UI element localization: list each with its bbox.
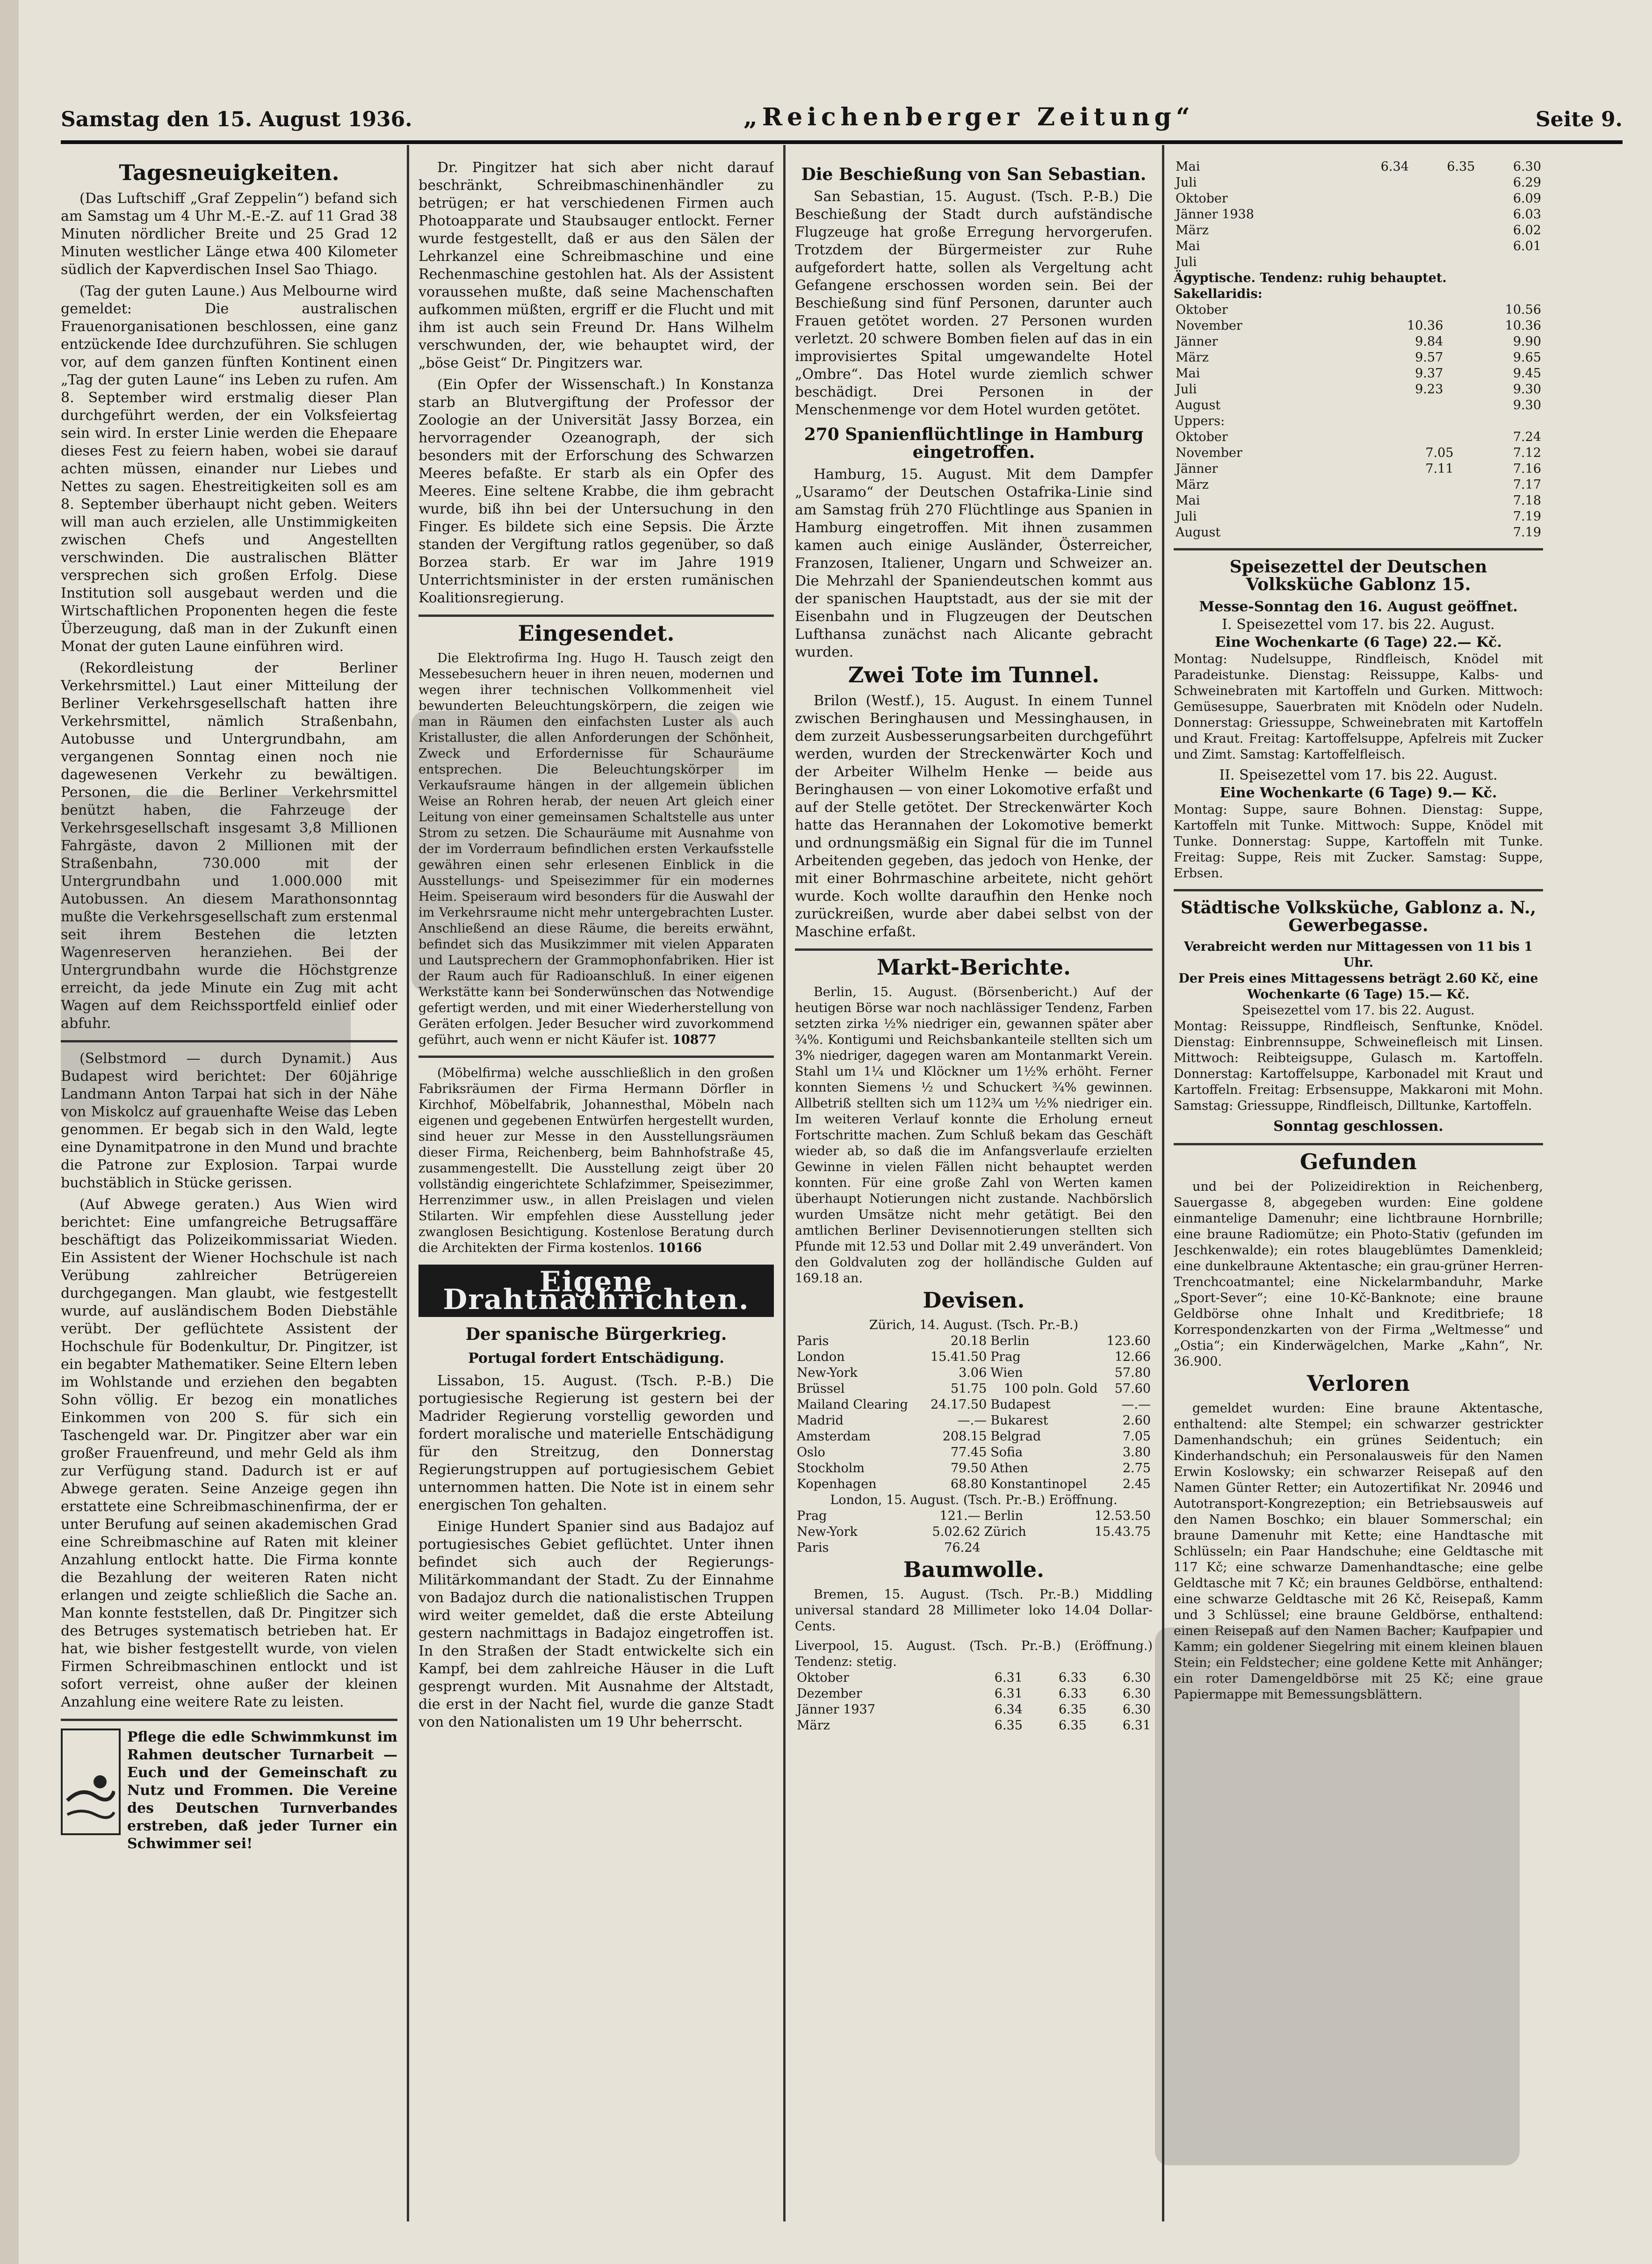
- table-row: [1174, 223, 1543, 239]
- menu-2-price: Eine Wochenkarte (6 Tage) 9.— Kč.: [1219, 785, 1497, 801]
- menu-sunday-closed: Sonntag geschlossen.: [1273, 1118, 1443, 1135]
- table-cell: [1344, 175, 1411, 191]
- egypt-heading: Ägyptische. Tendenz: ruhig behauptet.: [1174, 271, 1447, 285]
- headline-hamburg: 270 Spanienflüchtlinge in Hamburg eingetroffen.: [804, 425, 1144, 462]
- table-cell: [1344, 223, 1411, 239]
- table-cell: 12.66: [1114, 1350, 1151, 1364]
- table-cell: 6.31: [994, 1671, 1023, 1685]
- table-cell: 6.31: [1122, 1718, 1151, 1733]
- table-row: [1174, 525, 1543, 541]
- header-masthead: „Reichenberger Zeitung“: [743, 103, 1195, 131]
- table-cell: August: [1176, 525, 1221, 540]
- table-cell: Juli: [1176, 175, 1197, 190]
- cotton-table: [795, 1670, 1153, 1734]
- table-cell: Juli: [1176, 255, 1197, 269]
- table-cell: 6.35: [1058, 1702, 1087, 1717]
- article-good-mood: (Tag der guten Laune.) Aus Melbourne wird gemeldet: Die australischen Frauenorganisationen beschlossen, eine ganz entzückende Idee durchzuführen. Sie schlugen vor, auf dem ganzen fünften Kontinent einen „Tag der guten Laune“ ins Leben zu rufen. Am 8. September wird erstmalig dieser Plan durchgeführt werden, der ein Volksfeiertag sein wird. In erster Linie werden die Ehepaare dieses Fest zu feiern haben, wobei sie darauf achten müssen, einander nur Liebes und Nettes zu sagen. Ehestreitigkeiten soll es am 8. September überhaupt nicht geben. Weiters will man auch erzielen, alle Unstimmigkeiten zwischen Chefs und Angestellten verschwinden. Die australischen Blätter versprechen sich großen Erfolg. Diese Institution soll ausgebaut werden und die Wirtschaftlichen Proponenten hegen die feste Überzeugung, daß man in der Zukunft einen Monat der guten Laune einführen wird.: [61, 283, 397, 655]
- table-cell: Juli: [1176, 509, 1197, 524]
- table-cell: 7.18: [1513, 493, 1541, 508]
- table-cell: Jänner 1938: [1176, 207, 1254, 222]
- table-cell: Athen: [990, 1461, 1028, 1476]
- table-cell: 100 poln. Gold: [1003, 1382, 1098, 1396]
- table-row: [1174, 509, 1543, 525]
- table-cell: 9.45: [1513, 366, 1541, 381]
- table-cell: Mai: [1176, 493, 1200, 508]
- table-cell: Mailand Clearing: [797, 1397, 908, 1412]
- table-cell: 7.24: [1513, 430, 1541, 444]
- currency-heading: Zürich, 14. August. (Tsch. Pr.-B.): [869, 1318, 1079, 1332]
- table-cell: [1368, 429, 1455, 445]
- divider: [1174, 889, 1543, 891]
- table-cell: 6.30: [1122, 1702, 1151, 1717]
- menu-hours: Verabreicht werden nur Mittagessen von 11 bis 1 Uhr.: [1184, 940, 1533, 970]
- article-hamburg: Hamburg, 15. August. Mit dem Dampfer „Usaramo“ der Deutschen Ostafrika-Linie sind am Samstag früh 270 Flüchtlinge aus Spanien in Hamburg eingetroffen. Mit ihnen zusammen kamen auch einige Ausländer, Österreicher, Franzosen, Italiener, Ungarn und Schweizer an. Die Mehrzahl der Spaniendeutschen kommt aus der spanischen Hauptstadt, aus der sie mit der Eisenbahn und in Flugzeugen der Deutschen Lufthansa zunächst nach Alicante gebracht wurden.: [795, 466, 1153, 660]
- table-row: [795, 1718, 1153, 1734]
- table-row: [795, 1429, 1153, 1445]
- table-cell: 57.80: [1114, 1366, 1151, 1380]
- table-row: [1174, 175, 1543, 191]
- table-cell: Zürich: [984, 1525, 1026, 1539]
- list-lost-items: gemeldet wurden: Eine braune Aktentasche, enthaltend: alte Stempel; ein schwarzer gestrickter Damenhandschuh; ein grünes Seidentuch; ein Kinderhandschuh; ein Personalausweis für den Namen Erwin Koslowsky; ein schwarzer Reisepaß auf den Namen Günter Retter; ein Autozertifikat Nr. 20946 und Autotransport-Kongrezeption; ein Betriebsausweis auf den Namen Boschko; ein blauer Sommerschal; ein braune Damenuhr mit Kette; eine Handtasche mit Schlüsseln; ein Paar Handschuhe; eine Geldtasche mit 117 Kč; eine schwarze Damenhandtasche; eine gelbe Geldtasche mit 7 Kč; ein braunes Geldbörse, enthaltend: eine schwarze Geldtasche mit 26 Kč, Reisepaß, Kamm und 3 Schlüssel; eine braune Geldbörse, enthaltend: einen Reisepaß auf den Namen Bacher; Kaufpapier und Kamm; ein goldener Siegelring mit einem kleinen blauen Stein; ein Feldstecher; eine goldene Kette mit Anhänger; ein roter Damengeldbörse mit 25 Kč; eine graue Papiermappe mit Bemessungsblättern.: [1174, 1401, 1543, 1702]
- table-cell: Amsterdam: [797, 1429, 871, 1444]
- table-cell: 7.05: [1425, 446, 1454, 460]
- table-cell: Madrid: [797, 1413, 844, 1428]
- table-cell: London: [797, 1350, 845, 1364]
- table-cell: 3.80: [1122, 1445, 1151, 1460]
- table-cell: 6.01: [1513, 239, 1541, 253]
- table-row: [795, 1365, 1153, 1381]
- table-cell: 5.02.62: [932, 1525, 981, 1539]
- table-cell: Oktober: [1176, 303, 1228, 317]
- table-cell: 6.34: [994, 1702, 1023, 1717]
- table-cell: 6.30: [1122, 1686, 1151, 1701]
- article-zeppelin: (Das Luftschiff „Graf Zeppelin“) befand sich am Samstag um 4 Uhr M.-E.-Z. auf 11 Grad 38 Minuten nördlicher Breite und 25 Grad 12 Minuten westlicher Länge etwa 400 Kilometer südlich der Kapverdischen Insel Sao Thiago.: [61, 190, 397, 278]
- table-cell: 7.11: [1425, 462, 1454, 476]
- table-cell: Mai: [1176, 159, 1200, 174]
- table-cell: [1344, 191, 1411, 207]
- table-cell: März: [1176, 350, 1209, 365]
- table-cell: 208.15: [942, 1429, 987, 1444]
- table-cell: November: [1176, 446, 1242, 460]
- article-bremen-cotton: Bremen, 15. August. (Tsch. Pr.-B.) Middling universal standard 28 Millimeter loko 14.04 Dollar-Cents.: [795, 1587, 1153, 1634]
- uppers-heading: Uppers:: [1174, 414, 1225, 428]
- table-cell: Mai: [1176, 239, 1200, 253]
- table-cell: Berlin: [984, 1509, 1023, 1523]
- article-tunnel: Brilon (Westf.), 15. August. In einem Tunnel zwischen Beringhausen und Messinghausen, in dem zurzeit Ausbesserungsarbeiten durchgeführt werden, wurden der Streckenwärter Koch und der Arbeiter Wilhelm Henke — beide aus Beringhausen — von einer Lokomotive erfaßt und auf der Stelle getötet. Der Streckenwärter Koch hatte das Herannahen der Lokomotive bemerkt und ordnungsmäßig ein Signal für die im Tunnel Arbeitenden gegeben, das jedoch von Henke, der mit einer Bohrmaschine arbeitete, nicht gehört wurde. Koch wollte daraufhin den Henke noch zurückreißen, wurde aber dabei selbst von der Maschine erfaßt.: [795, 693, 1153, 940]
- table-cell: 77.45: [950, 1445, 987, 1460]
- table-row: [1174, 191, 1543, 207]
- table-row: [1174, 207, 1543, 223]
- list-found-items: und bei der Polizeidirektion in Reichenberg, Sauergasse 8, abgegeben wurden: Eine goldene einmantelige Damenuhr; eine lichtbraune Hornbrille; eine braune Radiomütze; ein Photo-Stativ (gefunden im Jeschkenwalde); ein rotes blaugeblümtes Damenkleid; eine dunkelbraune Aktentasche; ein grau-grüner Herren-Trenchcoatmantel; eine Nickelarmbanduhr, Marke „Sport-Sever“; eine 10-Kč-Banknote; eine braune Geldbörse ohne Inhalt und Kreditbriefe; 18 Korrespondenzkarten von der Firma „Weltmesse“ und „Ostia“; ein Kinderwägelchen, Marke „Kahn“, Nr. 36.900.: [1174, 1179, 1543, 1369]
- table-cell: [1344, 254, 1411, 270]
- table-cell: 10.36: [1407, 318, 1443, 333]
- table-cell: [1477, 254, 1543, 270]
- subhead-portugal: Portugal fordert Entschädigung.: [468, 1350, 724, 1367]
- table-row: [1174, 461, 1543, 477]
- table-cell: 7.12: [1513, 446, 1541, 460]
- table-cell: Wien: [990, 1366, 1023, 1380]
- table-cell: [1347, 398, 1445, 413]
- uppers-table: [1174, 429, 1543, 541]
- table-cell: 121.—: [939, 1509, 981, 1523]
- table-cell: 123.60: [1106, 1334, 1151, 1348]
- table-cell: [1411, 254, 1477, 270]
- table-cell: Kopenhagen: [797, 1477, 877, 1491]
- swimming-ad: [61, 1729, 397, 1857]
- print-smudge: [1155, 1627, 1520, 2165]
- table-cell: November: [1176, 318, 1242, 333]
- table-cell: 7.05: [1122, 1429, 1151, 1444]
- table-row: [1174, 254, 1543, 270]
- table-cell: 7.16: [1513, 462, 1541, 476]
- table-row: [795, 1702, 1153, 1718]
- headline-san-sebastian: Die Beschießung von San Sebastian.: [801, 165, 1147, 184]
- table-row: [795, 1670, 1153, 1686]
- table-row: [1174, 350, 1543, 366]
- table-cell: 6.02: [1513, 223, 1541, 238]
- article-electro-firm: Die Elektrofirma Ing. Hugo H. Tausch zeigt den Messebesuchern heuer in ihren neuen, modernen und wegen ihrer technischen Vollkommenheit viel bewunderten Beleuchtungskörpern, die zeigen wie man in Räumen den einfachsten Luster als auch Kristalluster, die allen Anforderungen der Schönheit, Zweck und Erfordernisse für Schauräume entsprechen. Die Beleuchtungskörper im Verkaufsraume hängen in der allgemein üblichen Weise an Rohren herab, der neuen Art gleich einer Leitung von einer gemeinsamen Schaltstelle aus unter Strom zu setzen. Die Schauräume mit Ausnahme von der im Vorderraum befindlichen ersten Verkaufsstelle gewähren einen sehr erlesenen Einblick in die Ausstellungs- und Speisezimmer für ein modernes Heim. Speiseraum wird besonders für die Auswahl der im Verkehrsraume nicht mehr untergebrachten Luster. Anschließend an diese Räume, die bereits erwähnt, befindet sich das Musikzimmer mit vielen Apparaten und Lautsprechern der Grammophonfabriken. Hier ist der Raum auch für Radioanschluß. In einer eigenen Werkstätte kann bei Sonderwünschen das Notwendige gefertigt werden, und mit einer Wiederherstellung von Geräten erfolgen. Jeder Besucher wird zuvorkommend geführt, auch wenn er nicht Käufer ist. 10877: [418, 651, 774, 1047]
- table-cell: Oslo: [797, 1445, 825, 1460]
- article-badajoz: Einige Hundert Spanier sind aus Badajoz auf portugiesisches Gebiet geflüchtet. Unter ihnen befindet sich auch der Regierungs-Militärkommandant der Stadt. Zu der Einnahme von Badajoz durch die nationalistischen Truppen wird weiter gemeldet, daß die erste Abteilung gestern nachmittags in Badajoz eingetroffen ist. In den Straßen der Stadt entwickelte sich ein Kampf, bei dem zahlreiche Häuser in die Luft gesprengt wurden. Mit Ausnahme der Altstadt, die erst in der Nacht fiel, wurde die ganze Stadt von den Nationalisten um 19 Uhr beherrscht.: [418, 1519, 774, 1730]
- table-row: [1174, 429, 1543, 445]
- column-2: [418, 159, 774, 2217]
- table-cell: 24.17.50: [931, 1397, 987, 1412]
- table-cell: März: [797, 1718, 830, 1733]
- table-row: [1174, 334, 1543, 350]
- table-cell: Oktober: [1176, 430, 1228, 444]
- table-cell: 6.35: [1058, 1718, 1087, 1733]
- table-cell: [1368, 525, 1455, 541]
- table-cell: 9.65: [1513, 350, 1541, 365]
- table-cell: März: [1176, 477, 1209, 492]
- table-row: [795, 1381, 1153, 1397]
- divider: [1174, 1143, 1543, 1145]
- section-title-found: Gefunden: [1299, 1149, 1417, 1174]
- divider: [1174, 548, 1543, 550]
- table-cell: 2.60: [1122, 1413, 1151, 1428]
- article-san-sebastian: San Sebastian, 15. August. (Tsch. P.-B.) Die Beschießung der Stadt durch aufständische Flugzeuge hat große Erregung hervorgerufen. Trotzdem der Bürgermeister zur Ruhe aufgefordert hatte, sollen als Vergeltung acht Gefangene erschossen worden sein. Bei der Beschießung sind fünf Personen, darunter auch Frauen getötet worden. 27 Personen wurden verletzt. 20 schwere Bomben fielen auf das in ein improvisiertes Spital umgewandelte Hotel „Ombre“. Das Hotel wurde ziemlich schwer beschädigt. Drei Personen in der Menschenmenge vor dem Hotel wurden getötet.: [795, 188, 1153, 418]
- menu-1-price: Eine Wochenkarte (6 Tage) 22.— Kč.: [1215, 634, 1502, 651]
- currency-heading-london: London, 15. August. (Tsch. Pr.-B.) Eröffnung.: [830, 1493, 1118, 1507]
- table-cell: [1411, 223, 1477, 239]
- table-cell: 79.50: [950, 1461, 987, 1476]
- section-title-news: Tagesneuigkeiten.: [119, 160, 339, 185]
- table-cell: [1056, 1540, 1153, 1556]
- menu-3-days: Montag: Reissuppe, Rindfleisch, Senftunke, Knödel. Dienstag: Einbrennsuppe, Schweinefleisch mit Linsen. Mittwoch: Reibteigsuppe, Gulasch m. Kartoffeln. Donnerstag: Kartoffelsuppe, Karbonadel mit Kraut und Kartoffeln. Freitag: Erbsensuppe, Makkaroni mit Mohn. Samstag: Griessuppe, Rindfleisch, Dilltunke, Kartoffeln.: [1174, 1019, 1543, 1113]
- table-cell: Berlin: [990, 1334, 1030, 1348]
- article-fraud-cont: Dr. Pingitzer hat sich aber nicht darauf beschränkt, Schreibmaschinenhändler zu betrügen; er hat verschiedenen Firmen auch Photoapparate und Staubsauger entlockt. Ferner wurde festgestellt, daß er aus den Sälen der Lehrkanzel eine Schreibmaschine und eine Rechenmaschine gestohlen hat. Als der Assistent voraussehen mußte, daß seine Machenschaften aufkommen müßten, ergriff er die Flucht und mit ihm ist auch sein Freund Dr. Hans Wilhelm verschwunden, der, wie behauptet wird, der „böse Geist“ Dr. Pingitzers war.: [418, 159, 774, 371]
- table-row: [1174, 445, 1543, 461]
- menu-price: Der Preis eines Mittagessens beträgt 2.60 Kč, eine Wochenkarte (6 Tage) 15.— Kč.: [1178, 971, 1538, 1002]
- table-cell: —.—: [957, 1413, 987, 1428]
- table-row: [795, 1524, 1153, 1540]
- table-cell: 6.31: [994, 1686, 1023, 1701]
- table-row: [1174, 366, 1543, 382]
- table-cell: 6.30: [1513, 159, 1541, 174]
- header-date: Samstag den 15. August 1936.: [61, 108, 412, 131]
- header-rule: [61, 140, 1623, 144]
- table-cell: [982, 1540, 1056, 1556]
- table-cell: 20.18: [950, 1334, 987, 1348]
- menu-open-sunday: Messe-Sonntag den 16. August geöffnet.: [1199, 599, 1518, 615]
- page-edge: [0, 0, 19, 2264]
- cotton-futures-table: [1174, 159, 1543, 270]
- table-cell: 15.43.75: [1094, 1525, 1151, 1539]
- table-cell: 6.03: [1513, 207, 1541, 222]
- table-cell: 9.30: [1513, 382, 1541, 397]
- menu-1-days: Montag: Nudelsuppe, Rindfleisch, Knödel mit Paradeistunke. Dienstag: Reissuppe, Kalbs- und Schweinebraten mit Kartoffeln und Gurken. Mittwoch: Gemüsesuppe, Sauerbraten mit Knödeln oder Nudeln. Donnerstag: Griessuppe, Schweinebraten mit Kartoffeln und Kraut. Freitag: Kartoffelsuppe, Apfelreis mit Zucker und Zimt. Samstag: Kartoffelfleisch.: [1174, 652, 1543, 762]
- table-cell: Stockholm: [797, 1461, 865, 1476]
- table-cell: Prag: [990, 1350, 1021, 1364]
- table-cell: Sofia: [990, 1445, 1023, 1460]
- table-cell: Juli: [1176, 382, 1197, 397]
- article-fraud: (Auf Abwege geraten.) Aus Wien wird berichtet: Eine umfangreiche Betrugsaffäre beschäftigt das Polizeikommissariat Wieden. Ein Assistent der Wiener Hochschule ist nach Verübung zahlreicher Betrügereien durchgegangen. Man glaubt, wie festgestellt wurde, auf ausländischem Boden Diebstähle verübt. Der geflüchtete Assistent der Hochschule für Bodenkultur, Dr. Pingitzer, ist ein begabter Mathematiker. Seine Eltern leben im Wohlstande und erziehen den begabten Sohn völlig. Er bezog ein monatliches Einkommen von 200 S. für sich ein Taschengeld war. Dr. Pingitzer aber war ein großer Frauenfreund, und mehr Geld als ihm zur Verfügung stand. Dadurch ist er auf Abwege geraten. Seine Anzeige gegen ihn erstattete eine Schreibmaschinenfirma, der er unter Berufung auf seinen akademischen Grad eine Schreibmaschine auf Raten mit kleiner Anzahlung entlockt hatte. Die Firma konnte die Bezahlung der weiteren Raten nicht erlangen und zeigte schließlich die Sache an. Man konnte feststellen, daß Dr. Pingitzer sich des Betruges systematisch betrieben hat. Er hat, wie bisher festgestellt wurde, von vielen Firmen Schreibmaschinen entlockt und ist sofort verreist, ohne außer der kleinen Anzahlung eine weitere Rate zu leisten.: [61, 1196, 397, 1710]
- table-row: [795, 1540, 1153, 1556]
- table-row: [1174, 398, 1543, 413]
- section-title-submitted: Eingesendet.: [518, 621, 675, 646]
- table-cell: Paris: [797, 1334, 829, 1348]
- table-cell: 57.60: [1114, 1382, 1151, 1396]
- column-1: [61, 159, 397, 2217]
- table-cell: [1368, 477, 1455, 493]
- cotton-heading: Liverpool, 15. August. (Tsch. Pr.-B.) (Eröffnung.) Tendenz: stetig.: [795, 1639, 1153, 1669]
- table-cell: Jänner 1937: [797, 1702, 875, 1717]
- table-cell: [1411, 239, 1477, 254]
- table-cell: 9.84: [1415, 334, 1443, 349]
- table-cell: 6.30: [1122, 1671, 1151, 1685]
- table-cell: Belgrad: [990, 1429, 1041, 1444]
- section-banner-wire: Eigene Drahtnachrichten.: [418, 1265, 774, 1317]
- divider: [418, 615, 774, 617]
- header-page-number: Seite 9.: [1535, 108, 1623, 131]
- table-cell: [1347, 302, 1445, 318]
- section-title-cotton: Baumwolle.: [903, 1557, 1045, 1582]
- currency-table-london: [795, 1508, 1153, 1556]
- section-title-lost: Verloren: [1306, 1371, 1410, 1396]
- table-cell: Mai: [1176, 366, 1200, 381]
- ad-text: Pflege die edle Schwimmkunst im Rahmen deutscher Turnarbeit — Euch und der Gemeinschaft zu Nutz und Frommen. Die Vereine des Deutschen Turnverbandes erstreben, daß jeder Turner ein Schwimmer sei!: [127, 1729, 397, 1852]
- table-cell: Jänner: [1176, 334, 1218, 349]
- table-row: [795, 1413, 1153, 1429]
- menu-1-title: I. Speisezettel vom 17. bis 22. August.: [1222, 616, 1495, 633]
- table-cell: 10.56: [1505, 303, 1541, 317]
- subhead-civil-war: Der spanische Bürgerkrieg.: [465, 1324, 727, 1344]
- table-cell: Budapest: [990, 1397, 1051, 1412]
- table-cell: 9.90: [1513, 334, 1541, 349]
- table-cell: 3.06: [959, 1366, 987, 1380]
- table-cell: Brüssel: [797, 1382, 845, 1396]
- sakellaridis-table: [1174, 302, 1543, 413]
- column-divider: [407, 145, 409, 2221]
- table-cell: August: [1176, 398, 1221, 412]
- table-cell: 9.30: [1513, 398, 1541, 412]
- table-row: [1174, 159, 1543, 175]
- table-cell: März: [1176, 223, 1209, 238]
- article-lisbon: Lissabon, 15. August. (Tsch. P.-B.) Die portugiesische Regierung ist gestern bei der Madrider Regierung vorstellig geworden und fordert moralische und materielle Entschädigung für den Streitzug, den Donnerstag Regierungstruppen auf portugiesischem Gebiet unternommen hatten. Die Note ist in einem sehr energischen Ton gehalten.: [418, 1373, 774, 1513]
- swimmer-icon: [61, 1729, 121, 1835]
- menu-title-staedtisch: Städtische Volksküche, Gablonz a. N., Gewerbegasse.: [1180, 898, 1537, 935]
- article-furniture: (Möbelfirma) welche ausschließlich in den großen Fabriksräumen der Firma Hermann Dörfler in Kirchhof, Möbelfabrik, Johannesthal, Möbeln nach eigenen und gegebenen Entwürfen hergestellt wurden, sind heuer zur Messe in den Ausstellungsräumen dieser Firma, Reichenberg, beim Bahnhofstraße 45, zusammengestellt. Die Ausstellung zeigt über 20 vollständig eingerichtete Schlafzimmer, Speisezimmer, Herrenzimmer usw., in allen Preislagen und vielen Stilarten. Wir empfehlen diese Ausstellung jeder zwanglosen Besichtigung. Kostenlose Beratung durch die Architekten der Firma kostenlos. 10166: [418, 1066, 774, 1255]
- table-cell: 6.09: [1513, 191, 1541, 206]
- table-cell: [1368, 493, 1455, 509]
- table-cell: Bukarest: [990, 1413, 1048, 1428]
- table-cell: —.—: [1121, 1397, 1151, 1412]
- table-cell: 6.34: [1380, 159, 1409, 174]
- table-cell: 68.80: [950, 1477, 987, 1491]
- table-cell: 6.29: [1513, 175, 1541, 190]
- table-row: [795, 1476, 1153, 1492]
- table-cell: 6.33: [1058, 1671, 1087, 1685]
- table-cell: Oktober: [797, 1671, 849, 1685]
- table-cell: 10.36: [1505, 318, 1541, 333]
- menu-3-title: Speisezettel vom 17. bis 22. August.: [1242, 1003, 1475, 1018]
- divider: [418, 1056, 774, 1058]
- table-cell: 6.35: [994, 1718, 1023, 1733]
- table-row: [795, 1508, 1153, 1524]
- column-3: [795, 159, 1153, 2217]
- table-row: [795, 1445, 1153, 1461]
- table-cell: 2.45: [1122, 1477, 1151, 1491]
- table-row: [795, 1397, 1153, 1413]
- table-row: [1174, 302, 1543, 318]
- sakellaridis-heading: Sakellaridis:: [1174, 287, 1262, 301]
- table-cell: [1411, 191, 1477, 207]
- print-smudge: [411, 711, 739, 991]
- article-berlin-exchange: Berlin, 15. August. (Börsenbericht.) Auf der heutigen Börse war noch nachlässiger Tendenz, Farben setzten zirka ½% niedriger ein, gewannen später aber ¾%. Kontigumi und Reichsbankanteile stellten sich um 3% niedriger, dagegen waren am Montanmarkt Verein. Stahl um 1¼ und Klöckner um 1½% erhöht. Ferner konnten Siemens ½ und Schuckert ¾% gewinnen. Allbetriß stellten sich um 112¾ um ½% niedriger ein. Im weiteren Verlauf konnte die Erholung erneut Fortschritte machen. Zum Schluß bekam das Geschäft wieder ab, so daß die im Anfangsverlaufe erzielten Gewinne in vielen Fällen nicht behauptet werden konnten. Für eine große Zahl von Werten kamen überhaupt Notierungen nicht zustande. Nachbörslich wurden Umsätze nicht mehr getätigt. Bei den amtlichen Berliner Devisennotierungen stellten sich Pfunde mit 12.53 und Dollar mit 2.49 unverändert. Von den Goldvaluten zog der holländische Gulden auf 169.18 an.: [795, 985, 1153, 1286]
- divider: [795, 948, 1153, 951]
- table-cell: Dezember: [797, 1686, 862, 1701]
- table-cell: Oktober: [1176, 191, 1228, 206]
- table-row: [795, 1349, 1153, 1365]
- article-suicide: (Selbstmord — durch Dynamit.) Aus Budapest wird berichtet: Der 60jährige Landmann Anton Tarpai hat sich in der Nähe von Miskolcz auf grauenhafte Weise das Leben genommen. Er begab sich in den Wald, legte eine Dynamitpatrone in den Mund und brachte die Patrone zur Explosion. Tarpai wurde buchstäblich in Stücke gerissen.: [61, 1050, 397, 1191]
- currency-table-zurich: [795, 1333, 1153, 1492]
- table-cell: 6.33: [1058, 1686, 1087, 1701]
- table-row: [795, 1461, 1153, 1476]
- table-cell: Paris: [797, 1541, 829, 1555]
- table-cell: 76.24: [944, 1541, 981, 1555]
- table-cell: 2.75: [1122, 1461, 1151, 1476]
- table-cell: [1411, 207, 1477, 223]
- headline-tunnel: Zwei Tote im Tunnel.: [848, 662, 1100, 687]
- table-cell: [1411, 175, 1477, 191]
- article-science-victim: (Ein Opfer der Wissenschaft.) In Konstanza starb an Blutvergiftung der Professor der Zoologie an der Universität Jassy Borzea, ein hervorragender Ozeanograph, der sich besonders mit der Erforschung des Schwarzen Meeres befaßte. Er starb als ein Opfer des Meeres. Eine seltene Krabbe, die ihm gebracht wurde, biß ihn bei der Untersuchung in den Finger. Es bildete sich eine Sepsis. Die Ärzte standen der Vergiftung ratlos gegenüber, so daß Borzea starb. Er war im Jahre 1919 Unterrichtsminister in der ersten rumänischen Koalitionsregierung.: [418, 376, 774, 606]
- column-divider: [783, 145, 786, 2221]
- print-smudge: [61, 795, 351, 1122]
- menu-2-days: Montag: Suppe, saure Bohnen. Dienstag: Suppe, Kartoffeln mit Tunke. Mittwoch: Suppe, Knödel mit Tunke. Donnerstag: Suppe, Kartoffeln mit Tunke. Freitag: Suppe, Reis mit Zucker. Samstag: Suppe, Erbsen.: [1174, 803, 1543, 881]
- table-cell: Konstantinopel: [990, 1477, 1087, 1491]
- table-cell: 9.37: [1415, 366, 1443, 381]
- table-cell: [1344, 239, 1411, 254]
- table-cell: 9.23: [1415, 382, 1443, 397]
- table-cell: New-York: [797, 1525, 858, 1539]
- table-row: [1174, 382, 1543, 398]
- table-cell: 7.17: [1513, 477, 1541, 492]
- table-cell: 9.57: [1415, 350, 1443, 365]
- section-title-currency: Devisen.: [923, 1288, 1025, 1313]
- table-row: [1174, 493, 1543, 509]
- table-row: [1174, 239, 1543, 254]
- divider: [61, 1719, 397, 1721]
- table-cell: 7.19: [1513, 509, 1541, 524]
- page-header: [61, 103, 1623, 140]
- table-cell: [1344, 207, 1411, 223]
- table-cell: New-York: [797, 1366, 858, 1380]
- table-cell: 7.19: [1513, 525, 1541, 540]
- table-cell: 6.35: [1447, 159, 1475, 174]
- table-cell: 12.53.50: [1094, 1509, 1151, 1523]
- table-cell: 15.41.50: [931, 1350, 987, 1364]
- table-cell: Jänner: [1176, 462, 1218, 476]
- table-row: [1174, 318, 1543, 334]
- menu-2-title: II. Speisezettel vom 17. bis 22. August.: [1219, 767, 1498, 783]
- section-title-markets: Markt-Berichte.: [876, 955, 1071, 980]
- table-row: [795, 1686, 1153, 1702]
- table-row: [795, 1333, 1153, 1349]
- table-row: [1174, 477, 1543, 493]
- table-cell: 51.75: [950, 1382, 987, 1396]
- table-cell: [1368, 509, 1455, 525]
- table-cell: Prag: [797, 1509, 827, 1523]
- article-berlin-transport: (Rekordleistung der Berliner Verkehrsmittel.) Laut einer Mitteilung der Berliner Verkehrsgesellschaft hatten ihre Verkehrsmittel, nämlich Straßenbahn, Autobusse und Untergrundbahn, am vergangenen Sonntag einen noch nie dagewesenen Verkehr zu bewältigen. Personen, die die Berliner Verkehrsmittel benützt haben, die Fahrzeuge der Verkehrsgesellschaft insgesamt 3,8 Millionen Fahrgäste, davon 2 Millionen mit der Straßenbahn, 730.000 mit der Untergrundbahn und 1.000.000 mit Autobussen. An diesem Marathonsonntag mußte die Verkehrsgesellschaft zum erstenmal seit ihrem Bestehen die letzten Wagenreserven heranziehen. Bei der Untergrundbahn wurde die Höchstgrenze erreicht, da jede Minute ein Zug mit acht Wagen auf dem Reichssportfeld einlief oder abfuhr.: [61, 660, 397, 1032]
- menu-title-volkskueche: Speisezettel der Deutschen Volksküche Gablonz 15.: [1229, 557, 1487, 594]
